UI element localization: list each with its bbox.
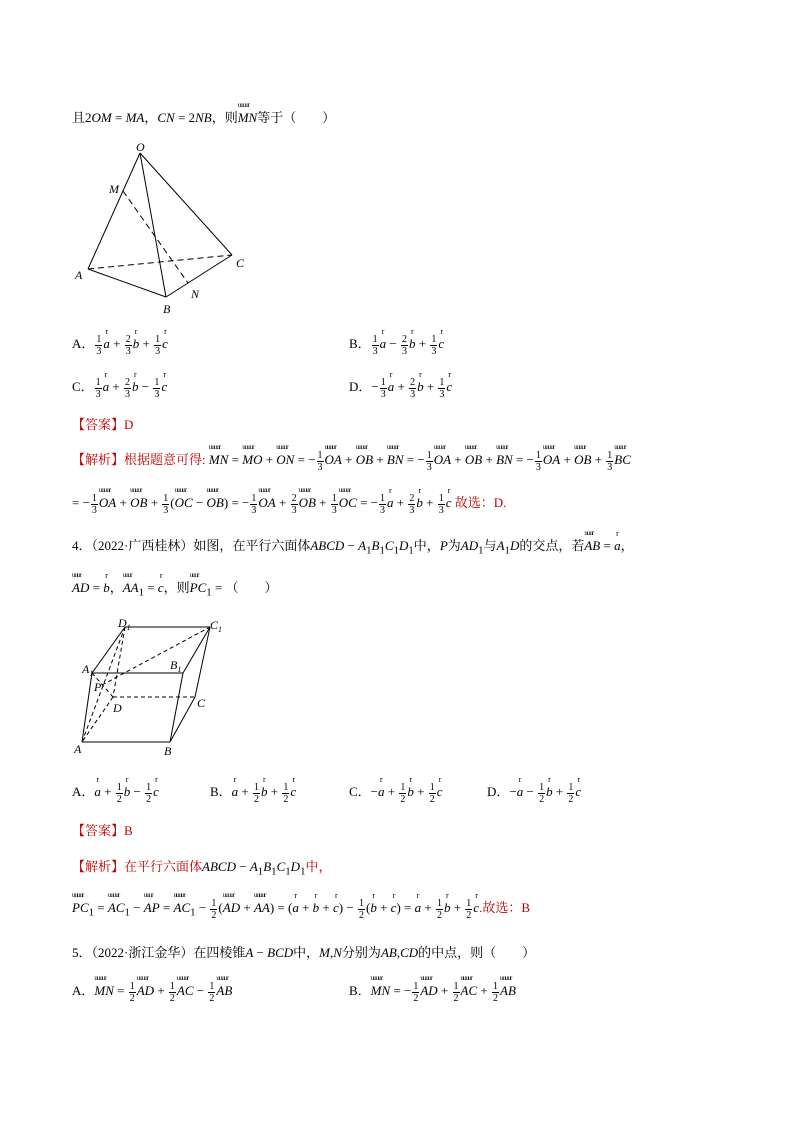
- label-A1: $A_1$: [82, 662, 94, 678]
- q4-option-c[interactable]: C．−r a + $\frac{1}{2}$ r b + $\frac{1}{2}$ r c: [349, 781, 442, 805]
- tetrahedron-figure: [70, 138, 260, 318]
- label-D1: $D_1$: [118, 616, 131, 632]
- q4-analysis-line2: uuuur $PC_1$ = uuuur $AC_1$ − uuur AP = uuuur $AC_1$ − $\frac{1}{2}$ (uuuur AD + uuuur AA) = (r a + r b + r c) − $\frac{1}{2}$ (r b + r c) = r a + $\frac{1}{2}$ r b + $\frac{1}{2}$ r c.故选：B: [72, 897, 530, 921]
- q3-analysis-line2: = − $\frac{1}{3}$ uuuur OA + uuuur OB + $\frac{1}{3}$ (uuuur OC − uuuur OB) = − $\frac{1}{3}$ uuuur OA + $\frac{2}{3}$ uuuur OB + $\frac{1}{3}$ uuuur OC = − $\frac{1}{3}$ r a + $\frac{2}{3}$ r b + $\frac{1}{3}$ r c 故选：D.: [72, 492, 506, 516]
- answer-label: 【答案】: [72, 417, 125, 432]
- label-D: D: [113, 701, 122, 715]
- q4-option-a[interactable]: A．r a + $\frac{1}{2}$ r b − $\frac{1}{2}$ r c: [72, 781, 159, 805]
- label-C: C: [236, 256, 245, 270]
- q4-option-b[interactable]: B．r a + $\frac{1}{2}$ r b + $\frac{1}{2}$ r c: [210, 781, 296, 805]
- q5-option-a[interactable]: A．uuuur MN = $\frac{1}{2}$ uuuur AD + $\frac{1}{2}$ uuuur AC − $\frac{1}{2}$ uuuur AB: [72, 980, 232, 1004]
- label-N: N: [191, 287, 200, 301]
- q5-stem: 5．（2022·浙江金华）在四棱锥A − BCD中，M,N分别为AB,CD的中点，则（ ）: [72, 945, 536, 960]
- label-M: M: [109, 182, 119, 196]
- label-C1: $C_1$: [210, 618, 223, 634]
- q3-answer: [72, 414, 133, 433]
- q3-analysis-line1: 【解析】根据题意可得: uuuur MN = uuuur MO + uuuur ON = − $\frac{1}{3}$ uuuur OA + uuuur OB + uuuur BN = − $\frac{1}{3}$ uuuur OA + uuuur OB + uuuur BN = − $\frac{1}{3}$ uuuur OA + uuuur OB + $\frac{1}{3}$ uuuur BC: [72, 449, 631, 473]
- q4-analysis-line1: 【解析】在平行六面体ABCD − $A_1B_1C_1D_1$中，: [72, 859, 332, 878]
- label-A: A: [74, 742, 82, 756]
- q3-option-a[interactable]: A． $\frac{1}{3}$ r a + $\frac{2}{3}$ r b + $\frac{1}{3}$ r c: [72, 333, 168, 357]
- q4-stem-line2: uuur AD = r b，uuur $AA_1 = r$ c，则uuur $PC_1$ = （ ）: [72, 577, 278, 599]
- label-B: B: [164, 744, 172, 758]
- label-B: B: [163, 302, 171, 316]
- q4-conclusion: .故选：B: [479, 900, 530, 915]
- label-O: O: [136, 140, 145, 154]
- label-P: P: [94, 680, 102, 694]
- analysis-label: 【解析】: [72, 452, 125, 467]
- answer-value: D: [124, 417, 134, 432]
- answer-value: B: [124, 823, 133, 838]
- analysis-label: 【解析】: [72, 859, 125, 874]
- q4-stem-line1: 4．（2022·广西桂林）如图，在平行六面体ABCD − $A_1B_1C_1D_1$中，P为$AD_1$与$A_1D$的交点，若uuur AB = r a，: [72, 535, 634, 557]
- q3-stem: 且2OM = MA，CN = 2NB，则uuuur MN等于（ ）: [72, 107, 335, 126]
- parallelepiped-figure: [70, 615, 230, 760]
- label-B1: $B_1$: [170, 658, 182, 674]
- q3-option-c[interactable]: C． $\frac{1}{3}$ r a + $\frac{2}{3}$ r b − $\frac{1}{3}$ r c: [72, 376, 167, 400]
- q5-option-b[interactable]: B．uuuur MN = − $\frac{1}{2}$ uuuur AD + $\frac{1}{2}$ uuuur AC + $\frac{1}{2}$ uuuur AB: [349, 980, 516, 1004]
- q3-option-d[interactable]: D．− $\frac{1}{3}$ r a + $\frac{2}{3}$ r b + $\frac{1}{3}$ r c: [349, 376, 452, 400]
- q4-option-d[interactable]: D．−r a − $\frac{1}{2}$ r b + $\frac{1}{2}$ r c: [487, 781, 581, 805]
- q3-option-b[interactable]: B． $\frac{1}{3}$ r a − $\frac{2}{3}$ r b + $\frac{1}{3}$ r c: [349, 333, 444, 357]
- answer-label: 【答案】: [72, 823, 125, 838]
- label-A: A: [75, 268, 83, 282]
- q3-conclusion: 故选：D.: [454, 495, 507, 510]
- q4-answer: [72, 820, 133, 839]
- label-C: C: [197, 696, 206, 710]
